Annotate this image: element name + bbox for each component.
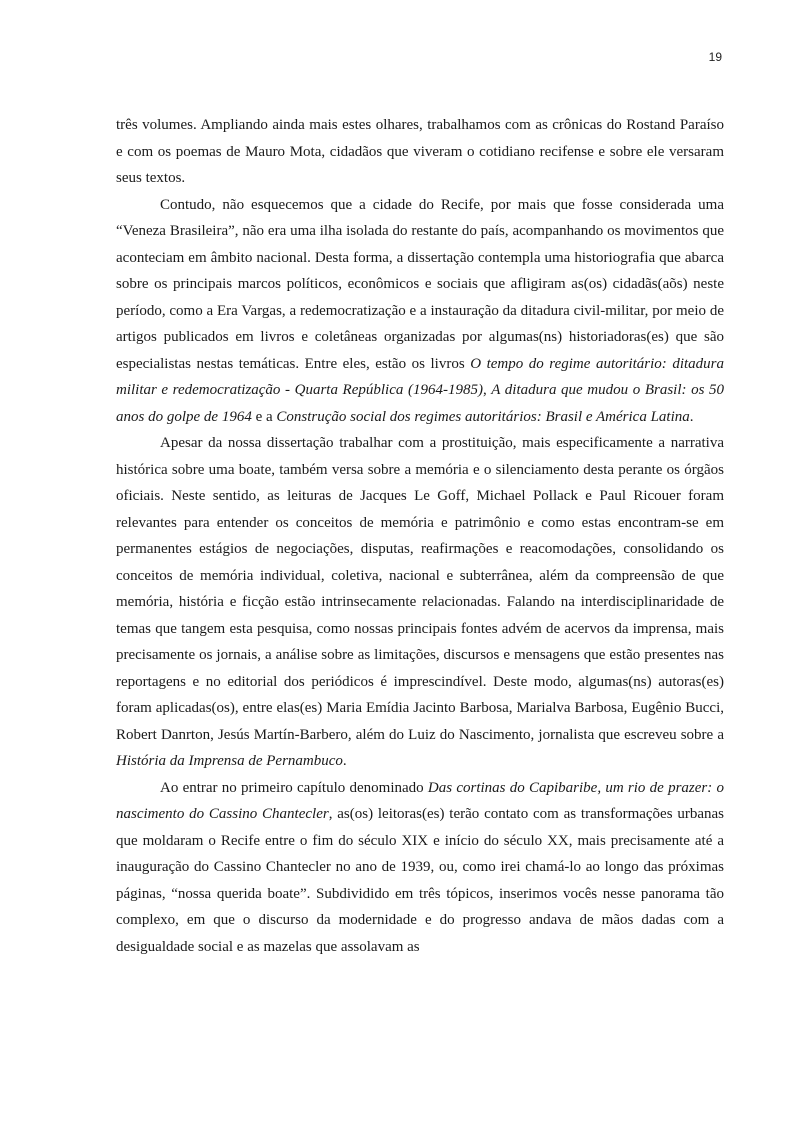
page-number: 19: [708, 50, 722, 64]
paragraph-2-separator: ,: [482, 382, 492, 398]
paragraph-2: [116, 192, 724, 431]
paragraph-2-conjunction: e a: [251, 408, 277, 425]
paragraph-4-text: Ao entrar no primeiro capítulo denominado: [160, 779, 428, 796]
paragraph-1-text: três volumes. Ampliando ainda mais estes olhares, trabalhamos com as crônicas do Rostand Paraíso e com os poemas de Mauro Mota, cidadãos que viveram o cotidiano recifense e sobre ele versaram seus textos.: [116, 117, 724, 186]
paragraph-3: [116, 430, 724, 775]
paragraph-2-end: .: [689, 408, 694, 425]
book-title-tempo-regime-autoritario: O tempo do regime autoritário: ditadura militar e redemocratização - Quarta República (1964-1985): [116, 355, 724, 398]
paragraph-3-end: .: [342, 753, 347, 769]
paragraph-2-text: Contudo, não esquecemos que a cidade do Recife, por mais que fosse considerada uma “Veneza Brasileira”, não era uma ilha isolada do restante do país, acompanhando os movimentos que aconteciam em âmbito nacional. Desta forma, a dissertação contempla uma historiografia que abarca sobre os principais marcos políticos, econômicos e sociais que afligiram as(os) cidadãs(aõs) neste período, como a Era Vargas, a redemocratização e a instauração da ditadura civil-militar, por meio de artigos publicados em livros e coletâneas organizadas por algumas(ns) historiadoras(es) que são especialistas nestas temáticas. Entre eles, estão os livros: [116, 196, 724, 372]
book-title-historia-imprensa-pernambuco: História da Imprensa de Pernambuco: [116, 753, 343, 769]
book-title-ditadura-mudou-brasil: A ditadura que mudou o Brasil: os 50 anos do golpe de 1964: [116, 382, 725, 425]
chapter-title-cortinas-capibaribe: Das cortinas do Capibaribe, um rio de prazer: o nascimento do Cassino Chantecler: [116, 779, 724, 822]
paragraph-4: [116, 775, 724, 961]
paragraph-1: [116, 112, 724, 192]
paragraph-3-text: Apesar da nossa dissertação trabalhar com a prostituição, mais especificamente a narrativa histórica sobre uma boate, também versa sobre a memória e o silenciamento desta perante os órgãos oficiais. Neste sentido, as leituras de Jacques Le Goff, Michael Pollack e Paul Ricouer foram relevantes para entender os conceitos de memória e patrimônio e como estas encontram-se em permanentes estágios de negociações, disputas, reafirmações e reacomodações, consolidando os conceitos de memória individual, coletiva, nacional e subterrânea, além da compreensão de que memória, história e ficção estão intrinsecamente relacionadas. Falando na interdisciplinaridade de temas que tangem esta pesquisa, como nossas principais fontes advém de acervos da imprensa, mais precisamente os jornais, a análise sobre as limitações, discursos e mensagens que estão presentes nas reportagens e no editorial dos periódicos é imprescindível. Deste modo, algumas(ns) autoras(es) foram aplicadas(os), entre elas(es) Maria Emídia Jacinto Barbosa, Marialva Barbosa, Eugênio Bucci, Robert Danrton, Jesús Martín-Barbero, além do Luiz do Nascimento, jornalista que escreveu sobre a: [116, 435, 724, 743]
paragraph-4-continuation: , as(os) leitoras(es) terão contato com as transformações urbanas que moldaram o Recife entre o fim do século XIX e início do século XX, mais precisamente até a inauguração do Cassino Chantecler no ano de 1939, ou, como irei chamá-lo ao longo das próximas páginas, “nossa querida boate”. Subdividido em três tópicos, inserimos vocês nesse panorama tão complexo, em que o discurso da modernidade e do progresso andava de mãos dadas com a desigualdade social e as mazelas que assolavam as: [116, 806, 724, 955]
body-text: [116, 112, 724, 960]
book-title-construcao-social: Construção social dos regimes autoritários: Brasil e América Latina: [276, 408, 690, 425]
